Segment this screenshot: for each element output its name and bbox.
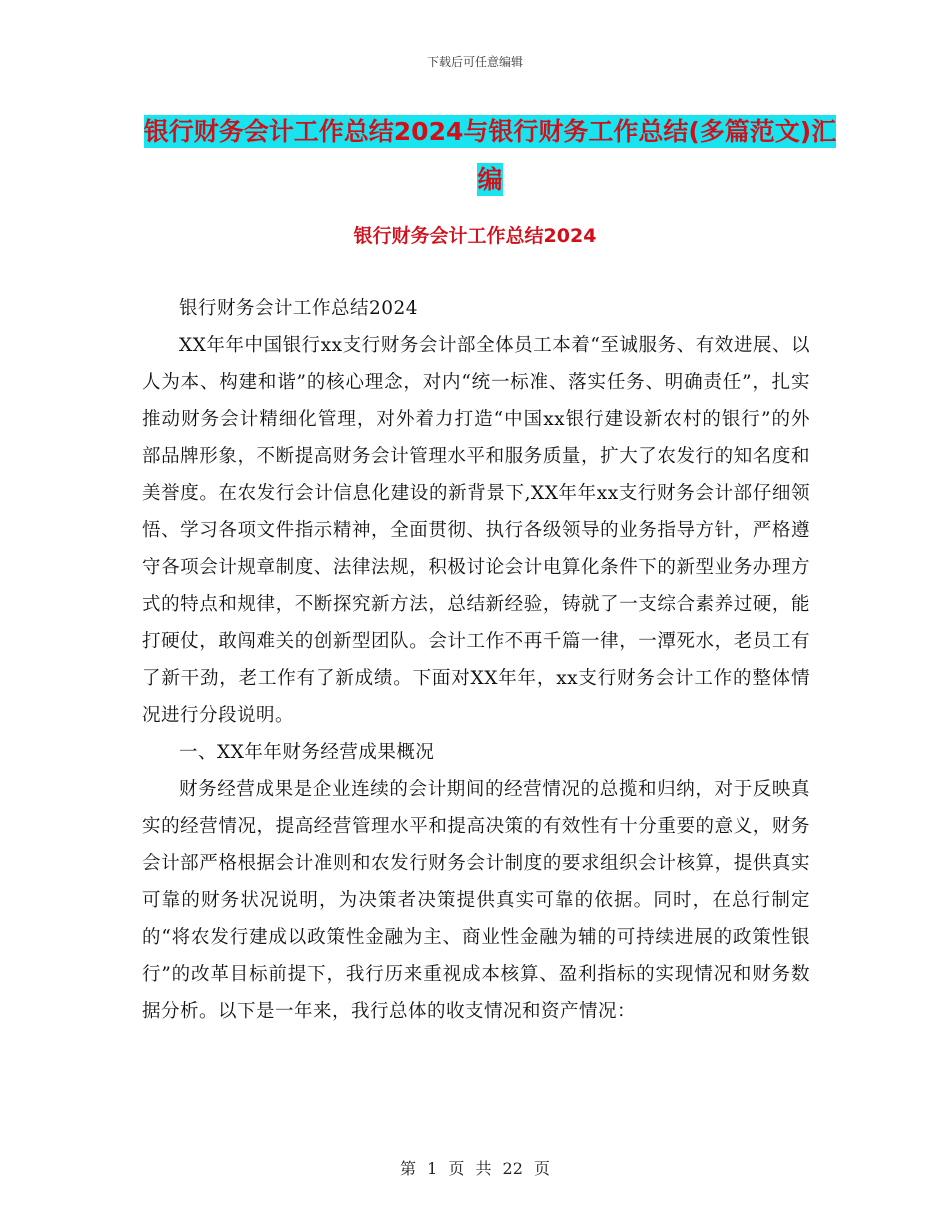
body-paragraph: 银行财务会计工作总结2024 bbox=[179, 298, 419, 319]
body-paragraph: 财务经营成果是企业连续的会计期间的经营情况的总揽和归纳，对于反映真实的经营情况，提高经营管理水平和提高决策的有效性有十分重要的意义，财务会计部严格根据会计准则和农发行财务会计制度的要求组织会计核算，提供真实可靠的财务状况说明，为决策者决策提供真实可靠的依据。同时，在总行制定的“将农发行建成以政策性金融为主、商业性金融为辅的可持续进展的政策性银行”的改革目标前提下，我行历来重视成本核算、盈利指标的实现情况和财务数据分析。以下是一年来，我行总体的收支情况和资产情况： bbox=[142, 779, 810, 1022]
section-heading: 一、XX年年财务经营成果概况 bbox=[179, 742, 435, 763]
section-title: 银行财务会计工作总结2024 bbox=[353, 225, 597, 247]
body-paragraph: XX年年中国银行xx支行财务会计部全体员工本着“至诚服务、有效进展、以人为本、构建和谐”的核心理念，对内“统一标准、落实任务、明确责任”，扎实推动财务会计精细化管理，对外着力打造“中国xx银行建设新农村的银行”的外部品牌形象，不断提高财务会计管理水平和服务质量，扩大了农发行的知名度和美誉度。在农发行会计信息化建设的新背景下,XX年年xx支行财务会计部仔细领悟、学习各项文件指示精神，全面贯彻、执行各级领导的业务指导方针，严格遵守各项会计规章制度、法律法规，积极讨论会计电算化条件下的新型业务办理方式的特点和规律，不断探究新方法，总结新经验，铸就了一支综合素养过硬，能打硬仗，敢闯难关的创新型团队。会计工作不再千篇一律，一潭死水，老员工有了新干劲，老工作有了新成绩。下面对XX年年，xx支行财务会计工作的整体情况进行分段说明。 bbox=[142, 335, 810, 726]
header-note: 下载后可任意编辑 bbox=[426, 55, 523, 69]
document-body bbox=[142, 290, 810, 1030]
document-title-text: 银行财务会计工作总结2024与银行财务工作总结(多篇范文)汇编 bbox=[143, 117, 837, 194]
page-number: 第 1 页 共 22 页 bbox=[400, 1159, 550, 1178]
document-title bbox=[140, 108, 840, 204]
